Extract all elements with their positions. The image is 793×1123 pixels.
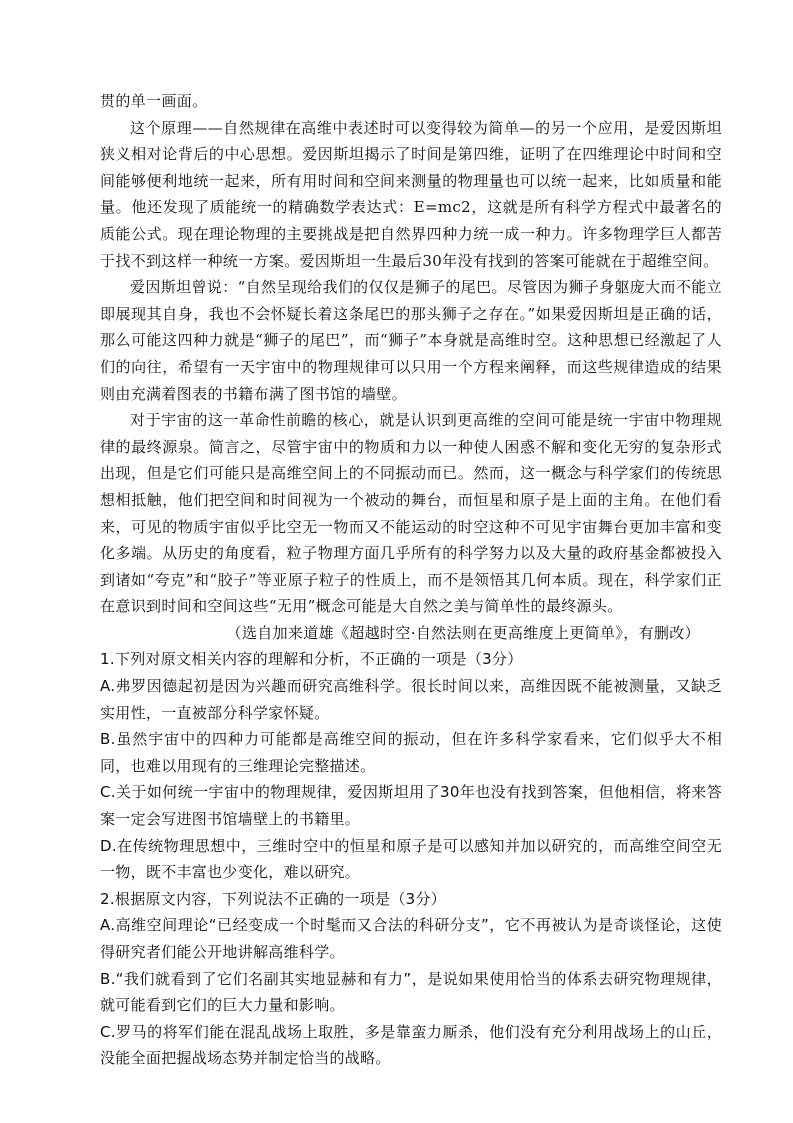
passage-paragraph: 爱因斯坦曾说：“自然呈现给我们的仅仅是狮子的尾巴。尽管因为狮子身躯庞大而不能立即展现其自身，我也不会怀疑长着这条尾巴的那头狮子之存在。”如果爱因斯坦是正确的话，那么可能这四种力就是“狮子的尾巴”，而“狮子”本身就是高维时空。这种思想已经激起了人们的向往，希望有一天宇宙中的物理规律可以只用一个方程来阐释，而这些规律造成的结果则由充满着图表的书籍布满了图书馆的墙壁。 [100,278,722,403]
question-stem: 2.根据原文内容，下列说法不正确的一项是（3分） [100,889,447,908]
question-1 [100,646,722,885]
question-stem: 1.下列对原文相关内容的理解和分析，不正确的一项是（3分） [100,650,523,669]
question-option-a: A.弗罗因德起初是因为兴趣而研究高维科学。很长时间以来，高维因既不能被测量，又缺乏实用性，一直被部分科学家怀疑。 [100,677,722,722]
question-option-b: B.虽然宇宙中的四种力可能都是高维空间的振动，但在许多科学家看来，它们似乎大不相同，也难以用现有的三维理论完整描述。 [100,730,722,775]
question-option-a: A.高维空间理论“已经变成一个时髦而又合法的科研分支”，它不再被认为是奇谈怪论，这使得研究者们能公开地讲解高维科学。 [100,916,722,961]
question-option-b: B.“我们就看到了它们名副其实地显赫和有力”，是说如果使用恰当的体系去研究物理规律，就可能看到它们的巨大力量和影响。 [100,969,722,1015]
question-2 [100,886,722,1072]
passage-source: （选自加来道雄《超越时空·自然法则在更高维度上更简单》，有删改） [226,623,700,642]
question-option-d: D.在传统物理思想中，三维时空中的恒星和原子是可以感知并加以研究的，而高维空间空无一物，既不丰富也少变化，难以研究。 [100,836,722,882]
passage-paragraph: 对于宇宙的这一革命性前瞻的核心，就是认识到更高维的空间可能是统一宇宙中物理规律的最终源泉。简言之，尽管宇宙中的物质和力以一种使人困惑不解和变化无穷的复杂形式出现，但是它们可能只是高维空间上的不同振动而已。然而，这一概念与科学家们的传统思想相抵触，他们把空间和时间视为一个被动的舞台，而恒星和原子是上面的主角。在他们看来，可见的物质宇宙似乎比空无一物而又不能运动的时空这种不可见宇宙舞台更加丰富和变化多端。从历史的角度看，粒子物理方面几乎所有的科学努力以及大量的政府基金都被投入到诸如“夸克”和“胶子”等亚原子粒子的性质上，而不是领悟其几何本质。现在，科学家们正在意识到时间和空间这些“无用”概念可能是大自然之美与简单性的最终源头。 [100,411,722,616]
passage-paragraph-continuation: 贯的单一画面。 [100,92,208,110]
question-option-c: C.关于如何统一宇宙中的物理规律，爱因斯坦用了30年也没有找到答案，但他相信，将来答案一定会写进图书馆墙壁上的书籍里。 [100,783,722,829]
page-content [100,88,722,1072]
passage-paragraph: 这个原理——自然规律在高维中表述时可以变得较为简单—的另一个应用，是爱因斯坦狭义相对论背后的中心思想。爱因斯坦揭示了时间是第四维，证明了在四维理论中时间和空间能够便利地统一起来，所有用时间和空间来测量的物理量也可以统一起来，比如质量和能量。他还发现了质能统一的精确数学表达式：E=mc2，这就是所有科学方程式中最著名的质能公式。现在理论物理的主要挑战是把自然界四种力统一成一种力。许多物理学巨人都苦于找不到这样一种统一方案。爱因斯坦一生最后30年没有找到的答案可能就在于超维空间。 [100,118,722,270]
question-option-c: C.罗马的将军们能在混乱战场上取胜，多是靠蛮力厮杀，他们没有充分利用战场上的山丘，没能全面把握战场态势并制定恰当的战略。 [100,1022,722,1068]
